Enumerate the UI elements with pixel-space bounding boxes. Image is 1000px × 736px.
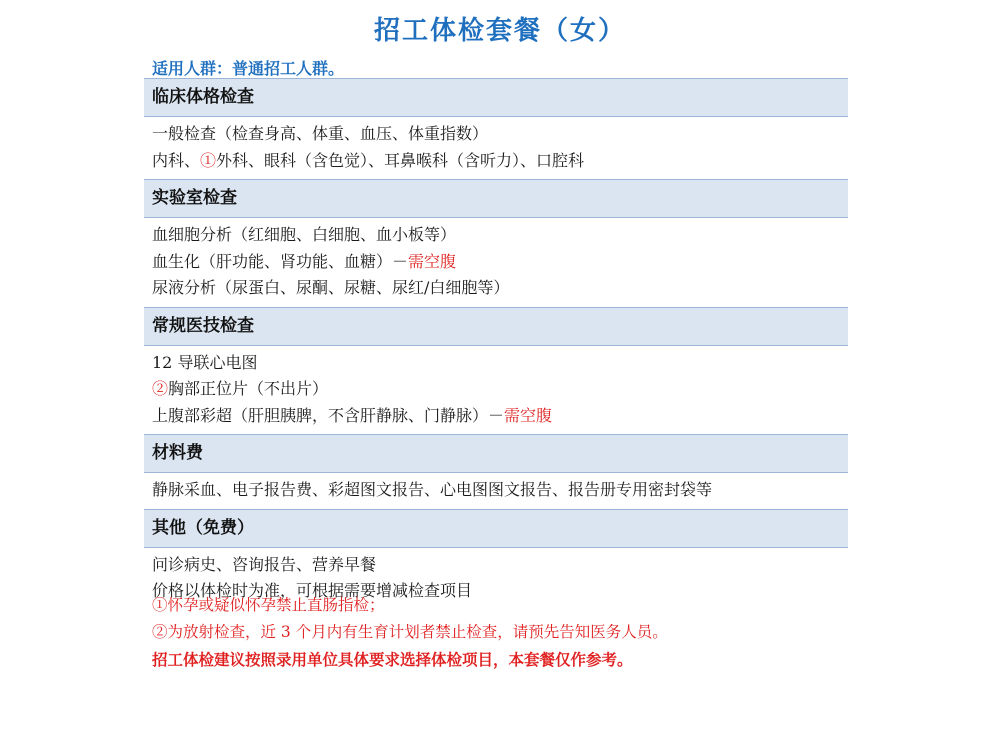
list-item [152, 222, 848, 249]
list-item [152, 121, 848, 148]
section-materials [144, 434, 848, 509]
list-item [152, 376, 848, 403]
item-text: 外科、眼科（含色觉）、耳鼻喉科（含听力）、口腔科 [216, 150, 585, 170]
footnote-2: ②为放射检查，近 3 个月内有生育计划者禁止检查，请预先告知医务人员。 [152, 623, 668, 641]
fasting-note: 需空腹 [408, 251, 457, 271]
item-text: 血生化（肝功能、肾功能、血糖）－ [152, 251, 409, 271]
list-item [152, 477, 848, 504]
list-item [152, 148, 848, 175]
fasting-note: 需空腹 [504, 405, 553, 425]
item-text: 尿液分析（尿蛋白、尿酮、尿糖、尿红/白细胞等） [152, 278, 510, 297]
list-item [152, 350, 848, 377]
section-clinical [144, 78, 848, 179]
section-heading: 材料费 [144, 434, 848, 473]
applicable-population: 适用人群：普通招工人群。 [152, 59, 345, 78]
footnote-1: ①怀孕或疑似怀孕禁止直肠指检； [152, 596, 385, 614]
item-text: 上腹部彩超（肝胆胰脾，不含肝静脉、门静脉）－ [152, 405, 505, 425]
footnote-marker: ② [152, 379, 169, 398]
section-imaging [144, 307, 848, 435]
item-text: 血细胞分析（红细胞、白细胞、血小板等） [152, 225, 457, 244]
item-text: 价格以体检时为准，可根据需要增减检查项目 [152, 581, 473, 600]
item-text: 一般检查（检查身高、体重、血压、体重指数） [152, 124, 489, 143]
section-heading: 实验室检查 [144, 179, 848, 218]
item-text: 问诊病史、咨询报告、营养早餐 [152, 554, 377, 574]
section-heading: 临床体格检查 [144, 78, 848, 117]
list-item [152, 249, 848, 276]
list-item [152, 403, 848, 430]
footnotes [152, 592, 668, 673]
exam-package-table [144, 78, 848, 610]
item-text: 胸部正位片（不出片） [168, 379, 329, 398]
list-item [152, 552, 848, 579]
item-text: 内科、 [152, 150, 201, 170]
item-text: 静脉采血、电子报告费、彩超图文报告、心电图图文报告、报告册专用密封袋等 [152, 480, 713, 499]
section-heading: 常规医技检查 [144, 307, 848, 346]
item-text: 12 导联心电图 [152, 352, 258, 372]
list-item [152, 275, 848, 302]
section-heading: 其他（免费） [144, 509, 848, 548]
page-title: 招工体检套餐（女） [373, 16, 626, 46]
disclaimer: 招工体检建议按照录用单位具体要求选择体检项目，本套餐仅作参考。 [152, 650, 633, 669]
footnote-marker: ① [200, 150, 217, 170]
section-laboratory [144, 179, 848, 307]
